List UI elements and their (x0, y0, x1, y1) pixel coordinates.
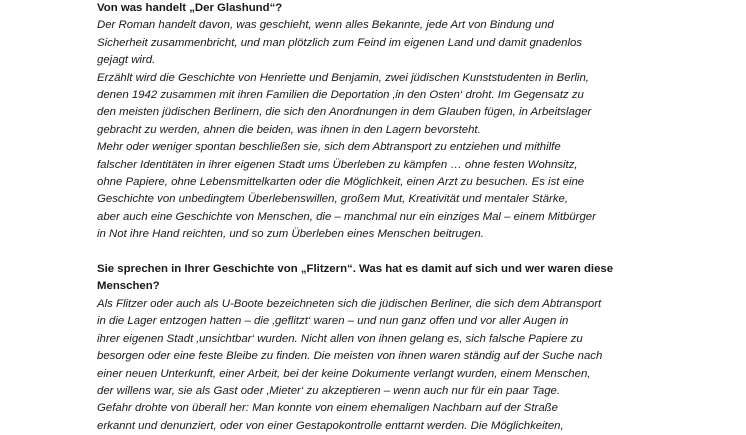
text-line: besorgen oder eine feste Bleibe zu finden. Die meisten von ihnen waren ständig auf der Suche nach (97, 350, 603, 363)
text-line: aber auch eine Geschichte von Menschen, die – manchmal nur ein einziges Mal – einem Mitbürger (97, 210, 596, 223)
text-line: Als Flitzer oder auch als U-Boote bezeichneten sich die jüdischen Berliner, die sich dem Abtransport (97, 297, 602, 310)
text-line: in die Lager entzogen hatten – die ‚geflitzt‘ waren – und nun ganz offen und vor aller Augen in (97, 315, 569, 328)
text-line: ohne Papiere, ohne Lebensmittelkarten oder die Möglichkeit, einen Arzt zu besuchen. Es ist eine (97, 176, 585, 189)
text-line: Erzählt wird die Geschichte von Henriette und Benjamin, zwei jüdischen Kunststudenten in Berlin, (97, 71, 589, 84)
answer-paragraph (97, 17, 655, 69)
document-page (97, 0, 655, 435)
answer-paragraph (97, 400, 655, 435)
answer-paragraph (97, 139, 655, 243)
text-line: ihrer eigenen Stadt ‚unsichtbar‘ wurden. Nicht allen von ihnen gelang es, sich falsche Papiere zu (97, 332, 583, 345)
answer-paragraph (97, 70, 655, 140)
question-heading: Menschen? (97, 280, 160, 293)
text-line: denen 1942 zusammen mit ihren Familien die Deportation ‚in den Osten‘ droht. Im Gegensatz zu (97, 89, 584, 102)
text-line: der willens war, sie als Gast oder ‚Mieter‘ zu akzeptieren – wenn auch nur für ein paar Tage. (97, 384, 561, 397)
text-line: Geschichte von unbedingtem Überlebenswillen, großem Mut, Kreativität und mentaler Stärke, (97, 193, 569, 206)
text-line: Mehr oder weniger spontan beschließen sie, sich dem Abtransport zu entziehen und mithilfe (97, 141, 561, 154)
text-line: gejagt wird. (97, 54, 156, 67)
section-flitzer (97, 261, 655, 435)
text-line: den meisten jüdischen Berlinern, die sich den Anordnungen in dem Glauben fügen, in Arbeitslager (97, 106, 592, 119)
text-line: Der Roman handelt davon, was geschieht, wenn alles Bekannte, jede Art von Bindung und (97, 19, 554, 32)
section-spacer (97, 244, 655, 261)
text-line: falscher Identitäten in ihrer eigenen Stadt ums Überleben zu kämpfen … ohne festen Wohnsitz, (97, 158, 578, 171)
section-about-novel (97, 0, 655, 244)
text-line: gebracht zu werden, ahnen die beiden, was ihnen in den Lagern bevorsteht. (97, 123, 481, 136)
text-line: Sicherheit zusammenbricht, und man plötzlich zum Feind im eigenen Land und damit gnadenlos (97, 36, 583, 49)
answer-paragraph (97, 296, 655, 400)
text-line: einer neuen Unterkunft, einer Arbeit, bei der keine Dokumente verlangt wurden, einem Menschen, (97, 367, 591, 380)
question-heading: Von was handelt „Der Glashund“? (97, 2, 283, 14)
text-line: erkannt und denunziert, oder von einer Gestapokontrolle enttarnt werden. Die Möglichkeiten, (97, 419, 564, 432)
text-line: in Not ihre Hand reichten, und so zum Überleben eines Menschen beitrugen. (97, 228, 484, 241)
question-heading: Sie sprechen in Ihrer Geschichte von „Flitzern“. Was hat es damit auf sich und wer waren diese (97, 263, 614, 276)
text-line: Gefahr drohte von überall her: Man konnte von einem ehemaligen Nachbarn auf der Straße (97, 402, 558, 415)
